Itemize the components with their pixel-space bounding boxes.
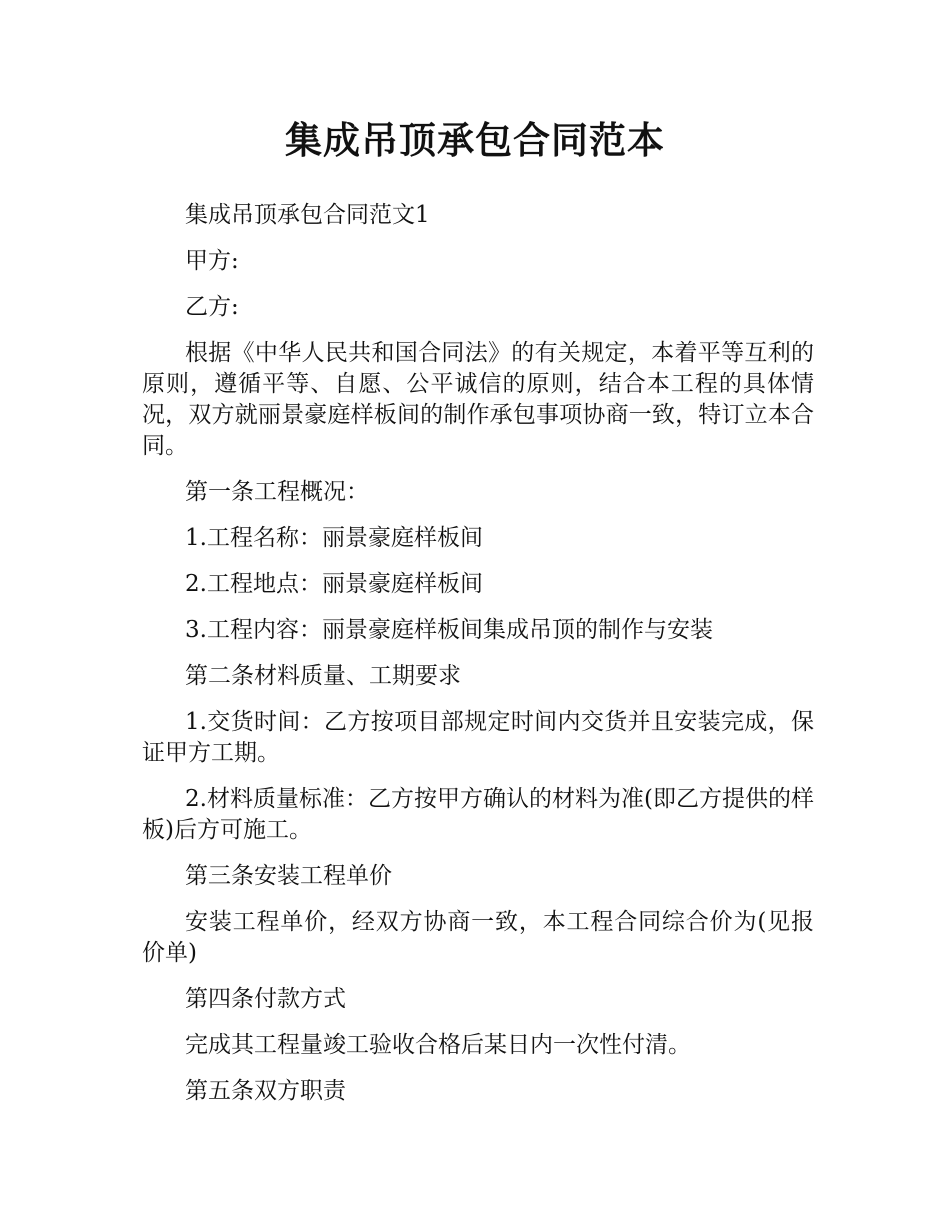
- paragraph-party-a: 甲方:: [185, 248, 239, 274]
- paragraph-project-location: 2.工程地点：丽景豪庭样板间: [185, 571, 483, 597]
- paragraph-article-4-heading: 第四条付款方式: [185, 986, 346, 1012]
- paragraph-heading-fanwen-1: 集成吊顶承包合同范文1: [185, 202, 430, 228]
- paragraph-article-5-heading: 第五条双方职责: [185, 1078, 346, 1104]
- paragraph-article-1-heading: 第一条工程概况：: [185, 479, 369, 505]
- document-title: 集成吊顶承包合同范本: [285, 119, 665, 162]
- paragraph-article-3-heading: 第三条安装工程单价: [185, 863, 392, 889]
- paragraph-delivery-time: 1.交货时间：乙方按项目部规定时间内交货并且安装完成，保证甲方工期。: [142, 709, 814, 766]
- document-body: [142, 200, 814, 1122]
- paragraph-project-name: 1.工程名称：丽景豪庭样板间: [185, 525, 483, 551]
- paragraph-preamble: 根据《中华人民共和国合同法》的有关规定，本着平等互利的原则，遵循平等、自愿、公平诚信的原则，结合本工程的具体情况，双方就丽景豪庭样板间的制作承包事项协商一致，特订立本合同。: [142, 340, 814, 459]
- paragraph-material-standard: 2.材料质量标准：乙方按甲方确认的材料为准(即乙方提供的样板)后方可施工。: [142, 786, 814, 843]
- paragraph-article-2-heading: 第二条材料质量、工期要求: [185, 663, 461, 689]
- paragraph-project-content: 3.工程内容：丽景豪庭样板间集成吊顶的制作与安装: [185, 617, 713, 643]
- paragraph-party-b: 乙方:: [185, 294, 239, 320]
- paragraph-unit-price: 安装工程单价，经双方协商一致，本工程合同综合价为(见报价单): [142, 909, 814, 966]
- paragraph-payment: 完成其工程量竣工验收合格后某日内一次性付清。: [185, 1032, 691, 1058]
